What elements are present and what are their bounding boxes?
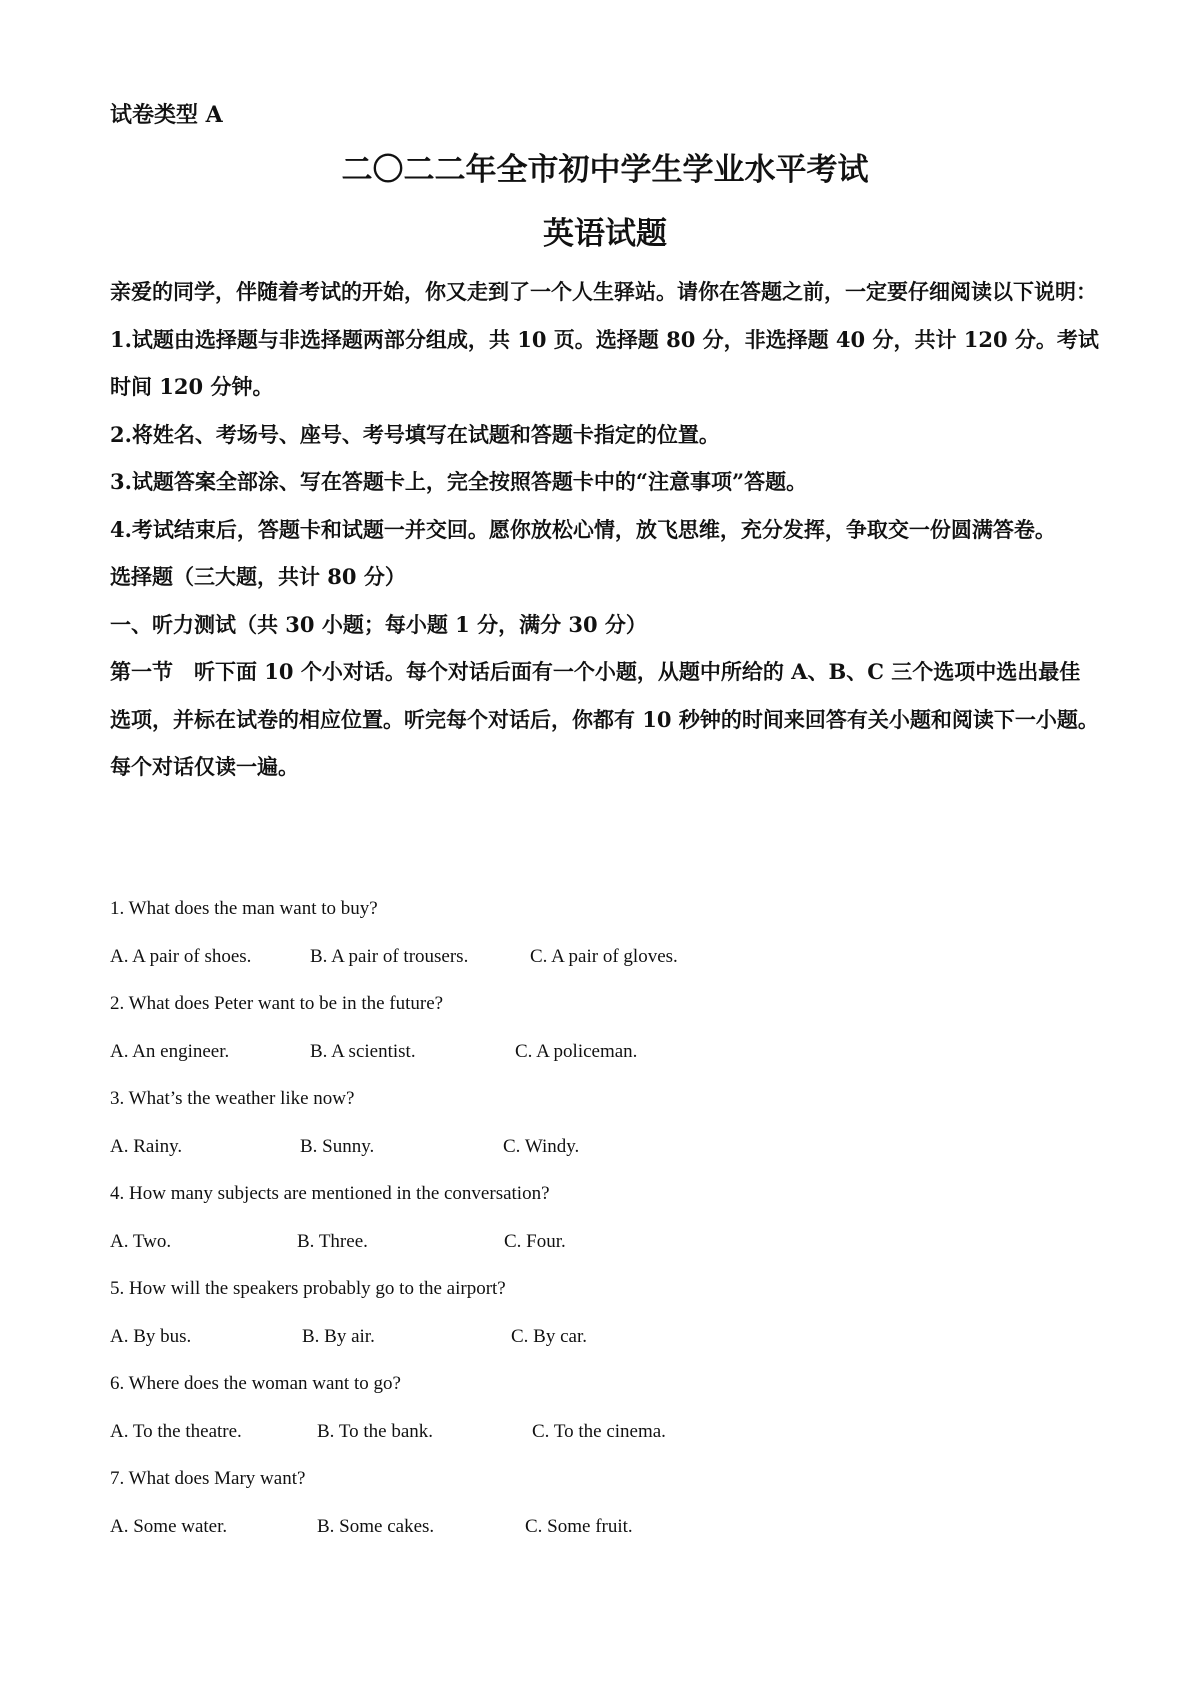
question-text: 6. Where does the woman want to go? bbox=[110, 1373, 401, 1394]
option-a: A. Some water. bbox=[110, 1515, 228, 1537]
option-c: C. A policeman. bbox=[515, 1040, 638, 1062]
question-item bbox=[110, 980, 1100, 1075]
question-text: 1. What does the man want to buy? bbox=[110, 898, 378, 919]
question-item bbox=[110, 1170, 1100, 1265]
rule-4: 4.考试结束后，答题卡和试题一并交回。愿你放松心情，放飞思维，充分发挥，争取交一份圆满答卷。 bbox=[110, 516, 1056, 542]
greeting-paragraph: 亲爱的同学，伴随着考试的开始，你又走到了一个人生驿站。请你在答题之前，一定要仔细阅读以下说明： bbox=[110, 279, 1097, 304]
option-b: B. Sunny. bbox=[300, 1135, 375, 1157]
answer-options bbox=[110, 1503, 1100, 1551]
answer-options bbox=[110, 1408, 1100, 1456]
option-b: B. Three. bbox=[297, 1230, 368, 1252]
answer-options bbox=[110, 1218, 1100, 1266]
option-a: A. A pair of shoes. bbox=[110, 945, 252, 967]
question-item bbox=[110, 1455, 1100, 1550]
option-a: A. An engineer. bbox=[110, 1040, 230, 1062]
paper-type-label: 试卷类型 A bbox=[110, 102, 223, 128]
rule-2: 2.将姓名、考场号、座号、考号填写在试题和答题卡指定的位置。 bbox=[110, 421, 720, 447]
rule-3: 3.试题答案全部涂、写在答题卡上，完全按照答题卡中的“注意事项”答题。 bbox=[110, 469, 808, 494]
answer-options bbox=[110, 1123, 1100, 1171]
answer-options bbox=[110, 1313, 1100, 1361]
option-a: A. To the theatre. bbox=[110, 1420, 242, 1442]
question-item bbox=[110, 885, 1100, 980]
option-a: A. By bus. bbox=[110, 1325, 192, 1347]
option-c: C. Four. bbox=[504, 1230, 566, 1252]
exam-title: 二〇二二年全市初中学生学业水平考试 bbox=[341, 152, 869, 188]
part-instruction: 第一节 听下面 10 个小对话。每个对话后面有一个小题，从题中所给的 A、B、C 三个选项中选出最佳选项，并标在试卷的相应位置。听完每个对话后，你都有 10 秒钟的时间来回答有关小题和阅读下一小题。每个对话仅读一遍。 bbox=[110, 659, 1099, 779]
question-text: 5. How will the speakers probably go to the airport? bbox=[110, 1278, 506, 1299]
answer-options bbox=[110, 933, 1100, 981]
question-item bbox=[110, 1360, 1100, 1455]
option-c: C. To the cinema. bbox=[532, 1420, 666, 1442]
question-item bbox=[110, 1075, 1100, 1170]
option-c: C. Windy. bbox=[503, 1135, 580, 1157]
exam-instructions bbox=[110, 268, 1100, 791]
option-b: B. A pair of trousers. bbox=[310, 945, 469, 967]
option-a: A. Rainy. bbox=[110, 1135, 183, 1157]
option-c: C. A pair of gloves. bbox=[530, 945, 678, 967]
option-c: C. By car. bbox=[511, 1325, 587, 1347]
option-b: B. A scientist. bbox=[310, 1040, 416, 1062]
subject-title: 英语试题 bbox=[543, 216, 667, 252]
question-text: 4. How many subjects are mentioned in the conversation? bbox=[110, 1183, 550, 1204]
option-b: B. By air. bbox=[302, 1325, 375, 1347]
question-text: 3. What’s the weather like now? bbox=[110, 1088, 355, 1109]
question-text: 2. What does Peter want to be in the future? bbox=[110, 993, 444, 1014]
section-heading: 选择题（三大题，共计 80 分） bbox=[110, 564, 406, 589]
question-text: 7. What does Mary want? bbox=[110, 1468, 306, 1489]
rule-1: 1.试题由选择题与非选择题两部分组成，共 10 页。选择题 80 分，非选择题 40 分，共计 120 分。考试时间 120 分钟。 bbox=[110, 326, 1099, 399]
answer-options bbox=[110, 1028, 1100, 1076]
option-a: A. Two. bbox=[110, 1230, 172, 1252]
option-b: B. Some cakes. bbox=[317, 1515, 435, 1537]
option-c: C. Some fruit. bbox=[525, 1515, 633, 1537]
option-b: B. To the bank. bbox=[317, 1420, 434, 1442]
part-heading: 一、听力测试（共 30 小题；每小题 1 分，满分 30 分） bbox=[110, 611, 647, 637]
question-item bbox=[110, 1265, 1100, 1360]
question-list bbox=[110, 885, 1100, 1550]
